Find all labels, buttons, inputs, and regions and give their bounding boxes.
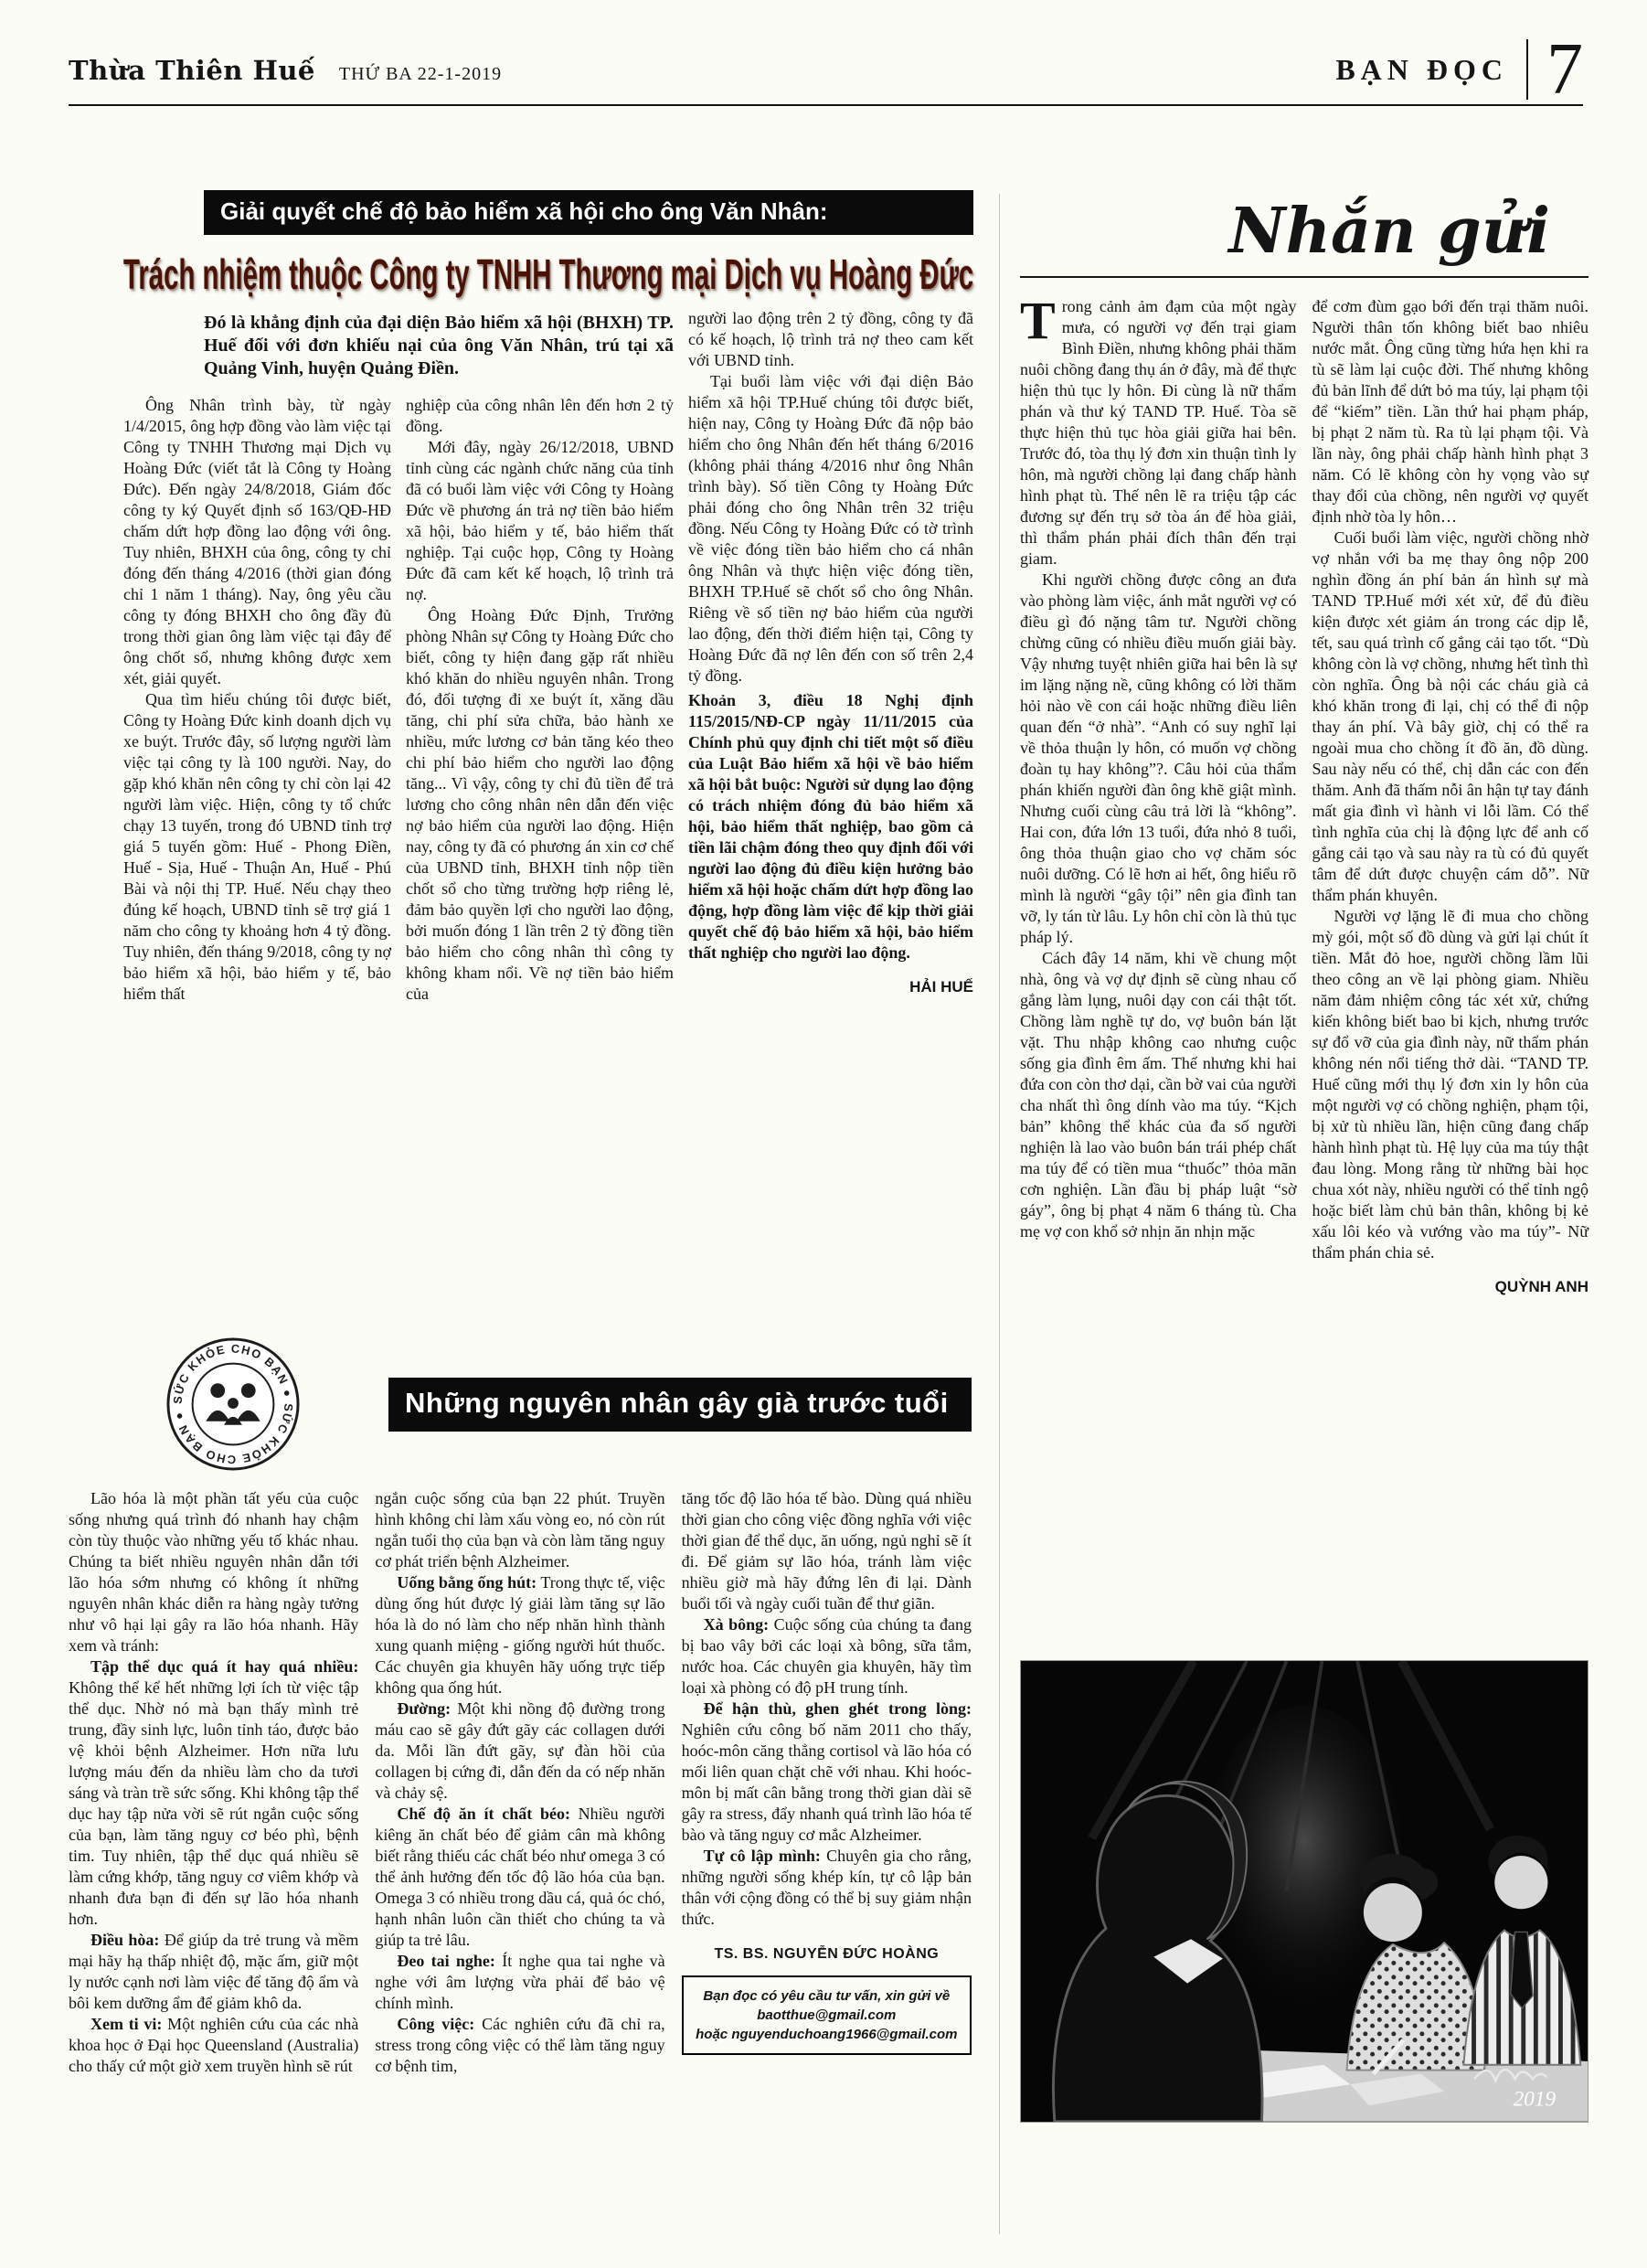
byline: TS. BS. NGUYỄN ĐỨC HOÀNG xyxy=(714,1946,940,1962)
paragraph: Qua tìm hiểu chúng tôi được biết, Công ty Hoàng Đức kinh doanh dịch vụ xe buýt. Trước đây, số lượng người làm việc tại công ty là 100 người. Nay, do gặp khó khăn nên công ty chỉ còn lại 42 người làm việc. Hiện, công ty tổ chức chạy 13 tuyến, trong đó UBND tỉnh trợ giá 5 tuyến gồm: Huế - Phong Điền, Huế - Sịa, Huế - Thuận An, Huế - Phú Bài và nội thị TP. Huế. Nếu chạy theo đúng kế hoạch, UBND tỉnh sẽ trợ giá 1 năm cho công ty khoảng hơn 4 tỷ đồng. Tuy nhiên, đến tháng 9/2018, công ty nợ bảo hiểm xã hội, bảo hiểm y tế, bảo hiểm thất xyxy=(123,690,391,1003)
article-title: Những nguyên nhân gây già trước tuổi xyxy=(388,1378,972,1432)
illustration-image xyxy=(1021,1661,1588,2122)
paragraph-text: Trong thực tế, việc dùng ống hút được lý giải làm tăng sự lão hóa là do nó làm cho nếp nhăn hình thành xung quanh miệng - giống người hút thuốc. Các chuyên gia khuyên hãy uống trực tiếp không qua ống hút. xyxy=(375,1573,665,1697)
paragraph xyxy=(375,1804,664,1951)
article-aging xyxy=(69,1336,972,2077)
byline: QUỲNH ANH xyxy=(1494,1278,1589,1295)
reader-contact-box xyxy=(682,1975,972,2055)
paragraph: người lao động trên 2 tỷ đồng, công ty đã có kế hoạch, lộ trình trả nợ theo cam kết với UBND tỉnh. xyxy=(688,309,973,369)
stamp-ring-text: SỨC KHỎE CHO BẠN ● SỨC KHỎE CHO BẠN ● xyxy=(170,1341,296,1467)
paragraph-text: Ít nghe qua tai nghe và nghe với âm lượng vừa phải để bảo vệ chính mình. xyxy=(375,1952,665,2012)
paragraph-head: Đeo tai nghe: xyxy=(397,1952,495,1970)
column-body xyxy=(1020,291,1589,1660)
paragraph xyxy=(375,2014,664,2077)
paragraph: Mới đây, ngày 26/12/2018, UBND tỉnh cùng các ngành chức năng của tỉnh đã có buổi làm việc với Công ty Hoàng Đức về phương án trả nợ tiền bảo hiểm xã hội, bảo hiểm y tế, bảo hiểm thất nghiệp. Tại cuộc họp, Công ty Hoàng Đức đã cam kết kế hoạch, lộ trình trả nợ. xyxy=(406,438,674,603)
text-column-2 xyxy=(406,395,674,1005)
article-kicker: Giải quyết chế độ bảo hiểm xã hội cho ông Văn Nhân: xyxy=(204,190,973,235)
paragraph-head: Đường: xyxy=(397,1699,452,1718)
paragraph xyxy=(682,1614,972,1698)
article-nhan-gui xyxy=(999,194,1589,2234)
paragraph-head: Công việc: xyxy=(397,2015,475,2033)
paragraph-text: rong cảnh ảm đạm của một ngày mưa, có người vợ đến trại giam Bình Điền, nhưng không phải thăm nuôi chồng đang thụ án ở đây, mà để thực hiện thủ tục ly hôn. Đi cùng là nữ thẩm phán và thư ký TAND TP. Huế. Tòa sẽ thực hiện thủ tục hòa giải giữa hai bên. Trước đó, tòa thụ lý đơn xin thuận tình ly hôn, mà người chồng lại đang chấp hành hình phạt tù. Thế nên lẽ ra triệu tập các đương sự đến trụ sở tòa án để hòa giải, thì thẩm phán phải đích thân đến trại giam. xyxy=(1020,297,1297,568)
issue-date: THỨ BA 22-1-2019 xyxy=(338,64,503,84)
paragraph-text: Chuyên gia cho rằng, những người sống khép kín, tự cô lập bản thân với cộng đồng có thể bị suy giảm nhận thức. xyxy=(681,1847,972,1928)
article-lead: Đó là khẳng định của đại diện Bảo hiểm xã hội (BHXH) TP. Huế đối với đơn khiếu nại của ông Văn Nhân, trú tại xã Quảng Vinh, huyện Quảng Điền. xyxy=(204,313,674,378)
contact-line: Bạn đọc có yêu cầu tư vấn, xin gửi về xyxy=(703,1988,951,2004)
paragraph: Ông Nhân trình bày, từ ngày 1/4/2015, ông hợp đồng vào làm việc tại Công ty TNHH Thương mại Dịch vụ Hoàng Đức (viết tắt là Công ty Hoàng Đức). Đến ngày 24/8/2018, Giám đốc công ty ký Quyết định số 163/QĐ-HĐ chấm dứt hợp đồng lao động với ông. Tuy nhiên, BHXH của ông, công ty chỉ đóng đến tháng 4/2016 (thời gian đóng chỉ 1 năm 1 tháng). Nay, ông yêu cầu công ty đóng BHXH cho ông đầy đủ trong thời gian ông làm việc tại đây để ông chốt sổ, nhưng không được xem xét, giải quyết. xyxy=(123,396,391,687)
paragraph-text: Nghiên cứu công bố năm 2011 cho thấy, hoóc-môn căng thẳng cortisol và lão hóa có mối liên quan chặt chẽ với nhau. Khi hoóc-môn bị mất cân bằng trong thời gian dài sẽ gây ra stress, đẩy nhanh quá trình lão hóa tế bào và tăng nguy cơ mắc Alzheimer. xyxy=(681,1720,972,1844)
title-rule xyxy=(1020,276,1589,278)
two-column-block xyxy=(123,395,674,1005)
article-body xyxy=(123,308,973,1005)
page-header xyxy=(69,29,1583,110)
paragraph-head: Tập thể dục quá ít hay quá nhiều: xyxy=(90,1657,359,1676)
page-number: 7 xyxy=(1546,29,1583,110)
text-column-2 xyxy=(1312,296,1589,1296)
column-title: Nhắn gửi xyxy=(1228,195,1550,268)
article-header xyxy=(69,1336,972,1472)
text-column-3 xyxy=(682,1488,972,2077)
text-column-1 xyxy=(1020,291,1297,1296)
paragraph: Ông Hoàng Đức Định, Trưởng phòng Nhân sự Công ty Hoàng Đức cho biết, công ty hiện đang gặp rất nhiều khó khăn do nhiều nguyên nhân. Trong đó, đối tượng đi xe buýt ít, xăng dầu tăng, chi phí sửa chữa, bảo hành xe nhiều, mức lương cơ bản tăng kéo theo chi phí bảo hiểm cho người lao động tăng... Vì vậy, công ty chỉ đủ tiền để trả lương cho công nhân nên dẫn đến việc nợ bảo hiểm của người lao động. Hiện nay, công ty đã có phương án xin cơ chế của UBND tỉnh, BHXH tỉnh nộp tiền chốt sổ cho từng trường hợp riêng lẻ, đảm bảo quyền lợi cho người lao động, bởi muốn đóng 1 lần trên 2 tỷ đồng tiền bảo hiểm cho công nhân thì công ty không kham nổi. Về nợ tiền bảo hiểm của xyxy=(406,606,674,1003)
health-stamp-icon xyxy=(165,1336,301,1472)
contact-email: hoặc nguyenduchoang1966@gmail.com xyxy=(696,2027,958,2042)
paragraph: nghiệp của công nhân lên đến hơn 2 tỷ đồng. xyxy=(406,396,674,435)
paragraph-text: Một khi nồng độ đường trong máu cao sẽ gây đứt gãy các collagen dưới da. Mỗi lần đứt gãy, sự đàn hồi của collagen bị cứng đi, dẫn đến da có nếp nhăn và chảy sệ. xyxy=(375,1699,665,1802)
article-insurance xyxy=(123,190,973,1005)
paragraph-text: Nhiều người kiêng ăn chất béo để giảm cân mà không biết rằng thiếu các chất béo như omega 3 có thể ảnh hưởng đến tốc độ lão hóa của bạn. Omega 3 có nhiều trong dầu cá, quả óc chó, hạnh nhân luôn cần thiết cho chúng ta và giúp ta trẻ lâu. xyxy=(375,1805,665,1949)
paragraph: ngắn cuộc sống của bạn 22 phút. Truyền hình không chỉ làm xấu vòng eo, nó còn rút ngắn tuổi thọ của bạn và còn làm tăng nguy cơ phát triển bệnh Alzheimer. xyxy=(375,1489,665,1571)
paragraph-head: Tự cô lập mình: xyxy=(703,1847,821,1865)
masthead-group xyxy=(69,55,502,102)
contact-email: baotthue@gmail.com xyxy=(757,2007,897,2023)
paragraph: Cuối buổi làm việc, người chồng nhờ vợ nhắn với ba mẹ thay ông nộp 200 nghìn đồng án phí bản án hình sự mà TAND TP.Huế mới xét xử, để đủ điều kiện được xét giảm án trong các dịp lễ, tết, sau quá trình cố gắng cải tạo tốt. “Dù không còn là vợ chồng, nhưng hết tình thì còn nghĩa. Ông bà nội các cháu già cả khó khăn trong đi lại, chị có thể đi nộp thay án phí. Và bây giờ, chị có thể ra ngoài mua cho chồng ít đồ ăn, đồ dùng. Sau này nếu có thể, chị dẫn các con đến thăm. Anh đã thấm nỗi ân hận tự tay đánh mất gia đình vì hành vi lỗi lầm. Có thể tình nghĩa của chị là động lực để anh cố gắng cải tạo và sau này ra tù có đủ quyết tâm để dứt được chuyện cám dỗ”. Nữ thẩm phán khuyên. xyxy=(1312,528,1589,904)
court-illustration xyxy=(1020,1660,1589,2123)
paragraph: Cách đây 14 năm, khi về chung một nhà, ông và vợ dự định sẽ cùng nhau cố gắng làm lụng, nuôi dạy con cái thật tốt. Chồng làm nghề tự do, vợ buôn bán lặt vặt. Thu nhập không cao nhưng cuộc sống gia đình êm ấm. Thế nhưng khi hai đứa con còn thơ dại, cần bờ vai của người cha nhất thì ông dính vào ma túy. “Kịch bản” không thể khác của đa số người nghiện là lao vào buôn bán trái phép chất ma túy để có tiền mua “thuốc” thỏa mãn cơn nghiện. Lần đầu bị pháp luật “sờ gáy”, ông bị phạt 4 năm 6 tháng tù. Cha mẹ vợ con khổ sở nhịn ăn nhịn mặc xyxy=(1020,949,1297,1240)
paragraph: Khi người chồng được công an đưa vào phòng làm việc, ánh mắt người vợ có điều gì đó nặng tâm tư. Người chồng chừng cũng có nhiều điều muốn giải bày. Vậy nhưng tuyệt nhiên giữa hai bên là sự im lặng nặng nề, cũng không có lời thăm hỏi nào về con cái hoặc những điều liên quan đến “ở nhà”. “Anh có suy nghĩ lại về thỏa thuận ly hôn, có muốn vợ chồng đoàn tụ hay không”?. Câu hỏi của thẩm phán khiến người đàn ông khẽ giật mình. Nhưng cuối cùng câu trả lời là “không”. Hai con, đứa lớn 13 tuổi, đứa nhỏ 8 tuổi, ông thỏa thuận giao cho vợ chăm sóc nuôi dưỡng. Có lẽ hơn ai hết, ông hiểu rõ mình là người “gây tội” nên gia đình tan vỡ, ly tán từ lâu. Ly hôn chỉ còn là thủ tục pháp lý. xyxy=(1020,570,1297,946)
section-group xyxy=(1335,29,1583,110)
article-left-block xyxy=(123,308,674,1005)
paragraph xyxy=(69,1656,358,1930)
text-column-1 xyxy=(69,1488,358,2077)
paragraph-head: Xà bông: xyxy=(703,1615,770,1634)
paragraph xyxy=(69,1930,358,2014)
paragraph: để cơm đùm gạo bới đến trại thăm nuôi. Người thân tốn không biết bao nhiêu nước mắt. Ông cũng từng hứa hẹn khi ra tù sẽ làm lại cuộc đời. Thế nhưng không đủ bản lĩnh để dứt bỏ ma túy, lại phạm tội để “kiếm” tiền. Lần thứ hai phạm pháp, bị phạt 2 năm tù. Ra tù lại phạm tội. Và lần này, ông phải chấp hành hình phạt 3 năm. Có lẽ không còn hy vọng vào sự thay đổi của chồng, nên người vợ quyết định nhờ tòa ly hôn… xyxy=(1312,297,1589,526)
section-name: BẠN ĐỌC xyxy=(1335,52,1508,86)
byline: HẢI HUẾ xyxy=(909,978,973,996)
text-column-2 xyxy=(375,1488,664,2077)
paragraph xyxy=(682,1846,972,1930)
article-title xyxy=(123,250,973,299)
header-rule xyxy=(69,104,1583,106)
paragraph-head: Xem ti vi: xyxy=(90,2015,163,2033)
paragraph: Lão hóa là một phần tất yếu của cuộc sống nhưng quá trình đó nhanh hay chậm còn tùy thuộc vào những yếu tố khác nhau. Chúng ta biết nhiều nguyên nhân dẫn tới lão hóa sớm nhưng có không ít những nguyên nhân khác diễn ra hàng ngày tưởng như vô hại lại gây ra lão hóa nhanh. Hãy xem và tránh: xyxy=(69,1489,359,1655)
paragraph xyxy=(682,1698,972,1846)
paragraph-head: Uống bằng ống hút: xyxy=(397,1573,537,1592)
paragraph xyxy=(69,2014,358,2077)
paragraph-head: Điều hòa: xyxy=(90,1931,160,1949)
paragraph xyxy=(1020,291,1297,570)
paragraph-text: Cuộc sống của chúng ta đang bị bao vây bởi các loại xà bông, sữa tắm, nước hoa. Các chuyên gia khuyên, hãy tìm loại xà phòng có độ pH trung tính. xyxy=(681,1615,972,1697)
paragraph xyxy=(375,1951,664,2014)
legal-note: Khoản 3, điều 18 Nghị định 115/2015/NĐ-CP ngày 11/11/2015 của Chính phủ quy định chi tiết một số điều của Luật Bảo hiểm xã hội về bảo hiểm xã hội bắt buộc: Người sử dụng lao động có trách nhiệm đóng đủ bảo hiểm xã hội, bảo hiểm thất nghiệp, bao gồm cả tiền lãi chậm đóng theo quy định đối với người lao động đủ điều kiện hưởng bảo hiểm xã hội hoặc chấm dứt hợp đồng lao động, hợp đồng làm việc để kịp thời giải quyết chế độ bảo hiểm xã hội, bảo hiểm thất nghiệp cho người lao động. xyxy=(688,691,973,962)
article-body xyxy=(69,1488,972,2077)
paragraph xyxy=(375,1698,664,1804)
paragraph-text: Một nghiên cứu của các nhà khoa học ở Đại học Queensland (Australia) cho thấy cứ một giờ xem truyền hình sẽ rút xyxy=(69,2015,359,2075)
illustration-year: 2019 xyxy=(1513,2087,1557,2112)
paragraph-head: Để hận thù, ghen ghét trong lòng: xyxy=(703,1699,972,1718)
paragraph-text: Để giúp da trẻ trung và mềm mại hãy hạ thấp nhiệt độ, mặc ấm, giữ một ly nước cạnh nơi làm việc để tăng độ ẩm và bôi kem dưỡng ẩm để giảm khô da. xyxy=(69,1931,359,2012)
header-divider xyxy=(1526,39,1528,100)
paragraph: Tại buổi làm việc với đại diện Bảo hiểm xã hội TP.Huế chúng tôi được biết, hiện nay, Công ty Hoàng Đức đã nộp bảo hiểm cho ông Nhân đến hết tháng 6/2016 (không phải tháng 4/2016 như ông Nhân trình bày). Số tiền Công ty Hoàng Đức phải đóng cho ông Nhân trên 32 triệu đồng. Nếu Công ty Hoàng Đức có tờ trình về việc đóng tiền bảo hiểm cho cá nhân ông Nhân và thực hiện việc đóng tiền, BHXH TP.Huế sẽ chốt sổ cho ông Nhân. Riêng về số tiền nợ bảo hiểm của người lao động, đến thời điểm hiện tại, Công ty Hoàng Đức đã nợ lên đến con số trên 2,4 tỷ đồng. xyxy=(688,372,973,685)
paragraph xyxy=(375,1572,664,1698)
article-title-text: Trách nhiệm thuộc Công ty TNHH Thương mại Dịch vụ Hoàng Đức xyxy=(123,250,974,298)
drop-cap: T xyxy=(1020,291,1056,350)
paragraph-text: Không thể kể hết những lợi ích từ việc tập thể dục. Nhờ nó mà bạn thấy mình trẻ trung, đầy sinh lực, luôn tỉnh táo, được bảo vệ khỏi bệnh Alzheimer. Hơn nữa lưu lượng máu đến da nhiều làm cho da tươi sáng và tràn trề sức sống. Khi không tập thể dục hay tập nửa vời sẽ rút ngắn cuộc sống của bạn, làm tăng nguy cơ béo phì, bệnh tim. Tuy nhiên, tập thể dục quá nhiều sẽ làm cứng khớp, tăng nguy cơ viêm khớp và nhanh đưa bạn đi đến sự lão hóa nhanh hơn. xyxy=(69,1678,359,1928)
paragraph: tăng tốc độ lão hóa tế bào. Dùng quá nhiều thời gian cho công việc đồng nghĩa với việc thời gian để thể dục, ăn uống, ngủ nghỉ sẽ ít đi. Để giảm sự lão hóa, tránh làm việc nhiều giờ mà hãy đứng lên đi lại. Dành buổi tối và ngày cuối tuần để thư giãn. xyxy=(681,1489,972,1613)
text-column-3 xyxy=(688,308,973,1005)
paragraph-text: Các nghiên cứu đã chỉ ra, stress trong công việc có thể làm tăng nguy cơ bệnh tim, xyxy=(375,2015,665,2075)
newspaper-name: Thừa Thiên Huế xyxy=(69,55,315,86)
paragraph: Người vợ lặng lẽ đi mua cho chồng mỳ gói, một số đồ dùng và gửi lại chút ít tiền. Mắt đỏ hoe, người chồng lầm lũi theo công an về lại phòng giam. Nhiều năm đảm nhiệm công tác xét xử, chứng kiến không biết bao bi kịch, nhưng trước sự đổ vỡ của gia đình này, nữ thẩm phán không nén nổi tiếng thở dài. “TAND TP. Huế cũng mới thụ lý đơn xin ly hôn của một người vợ có chồng nghiện, phạm tội, bị xử tù nhiều lần, hiện cũng đang chấp hành hình phạt tù. Hệ lụy của ma túy thật đau lòng. Mong rằng từ những bài học chua xót này, nhiều người có thể tỉnh ngộ hoặc biết làm chủ bản thân, không bị kẻ xấu lôi kéo và vướng vào ma túy”- Nữ thẩm phán chia sẻ. xyxy=(1312,907,1589,1262)
text-column-1 xyxy=(123,395,391,1005)
paragraph-head: Chế độ ăn ít chất béo: xyxy=(397,1805,570,1823)
